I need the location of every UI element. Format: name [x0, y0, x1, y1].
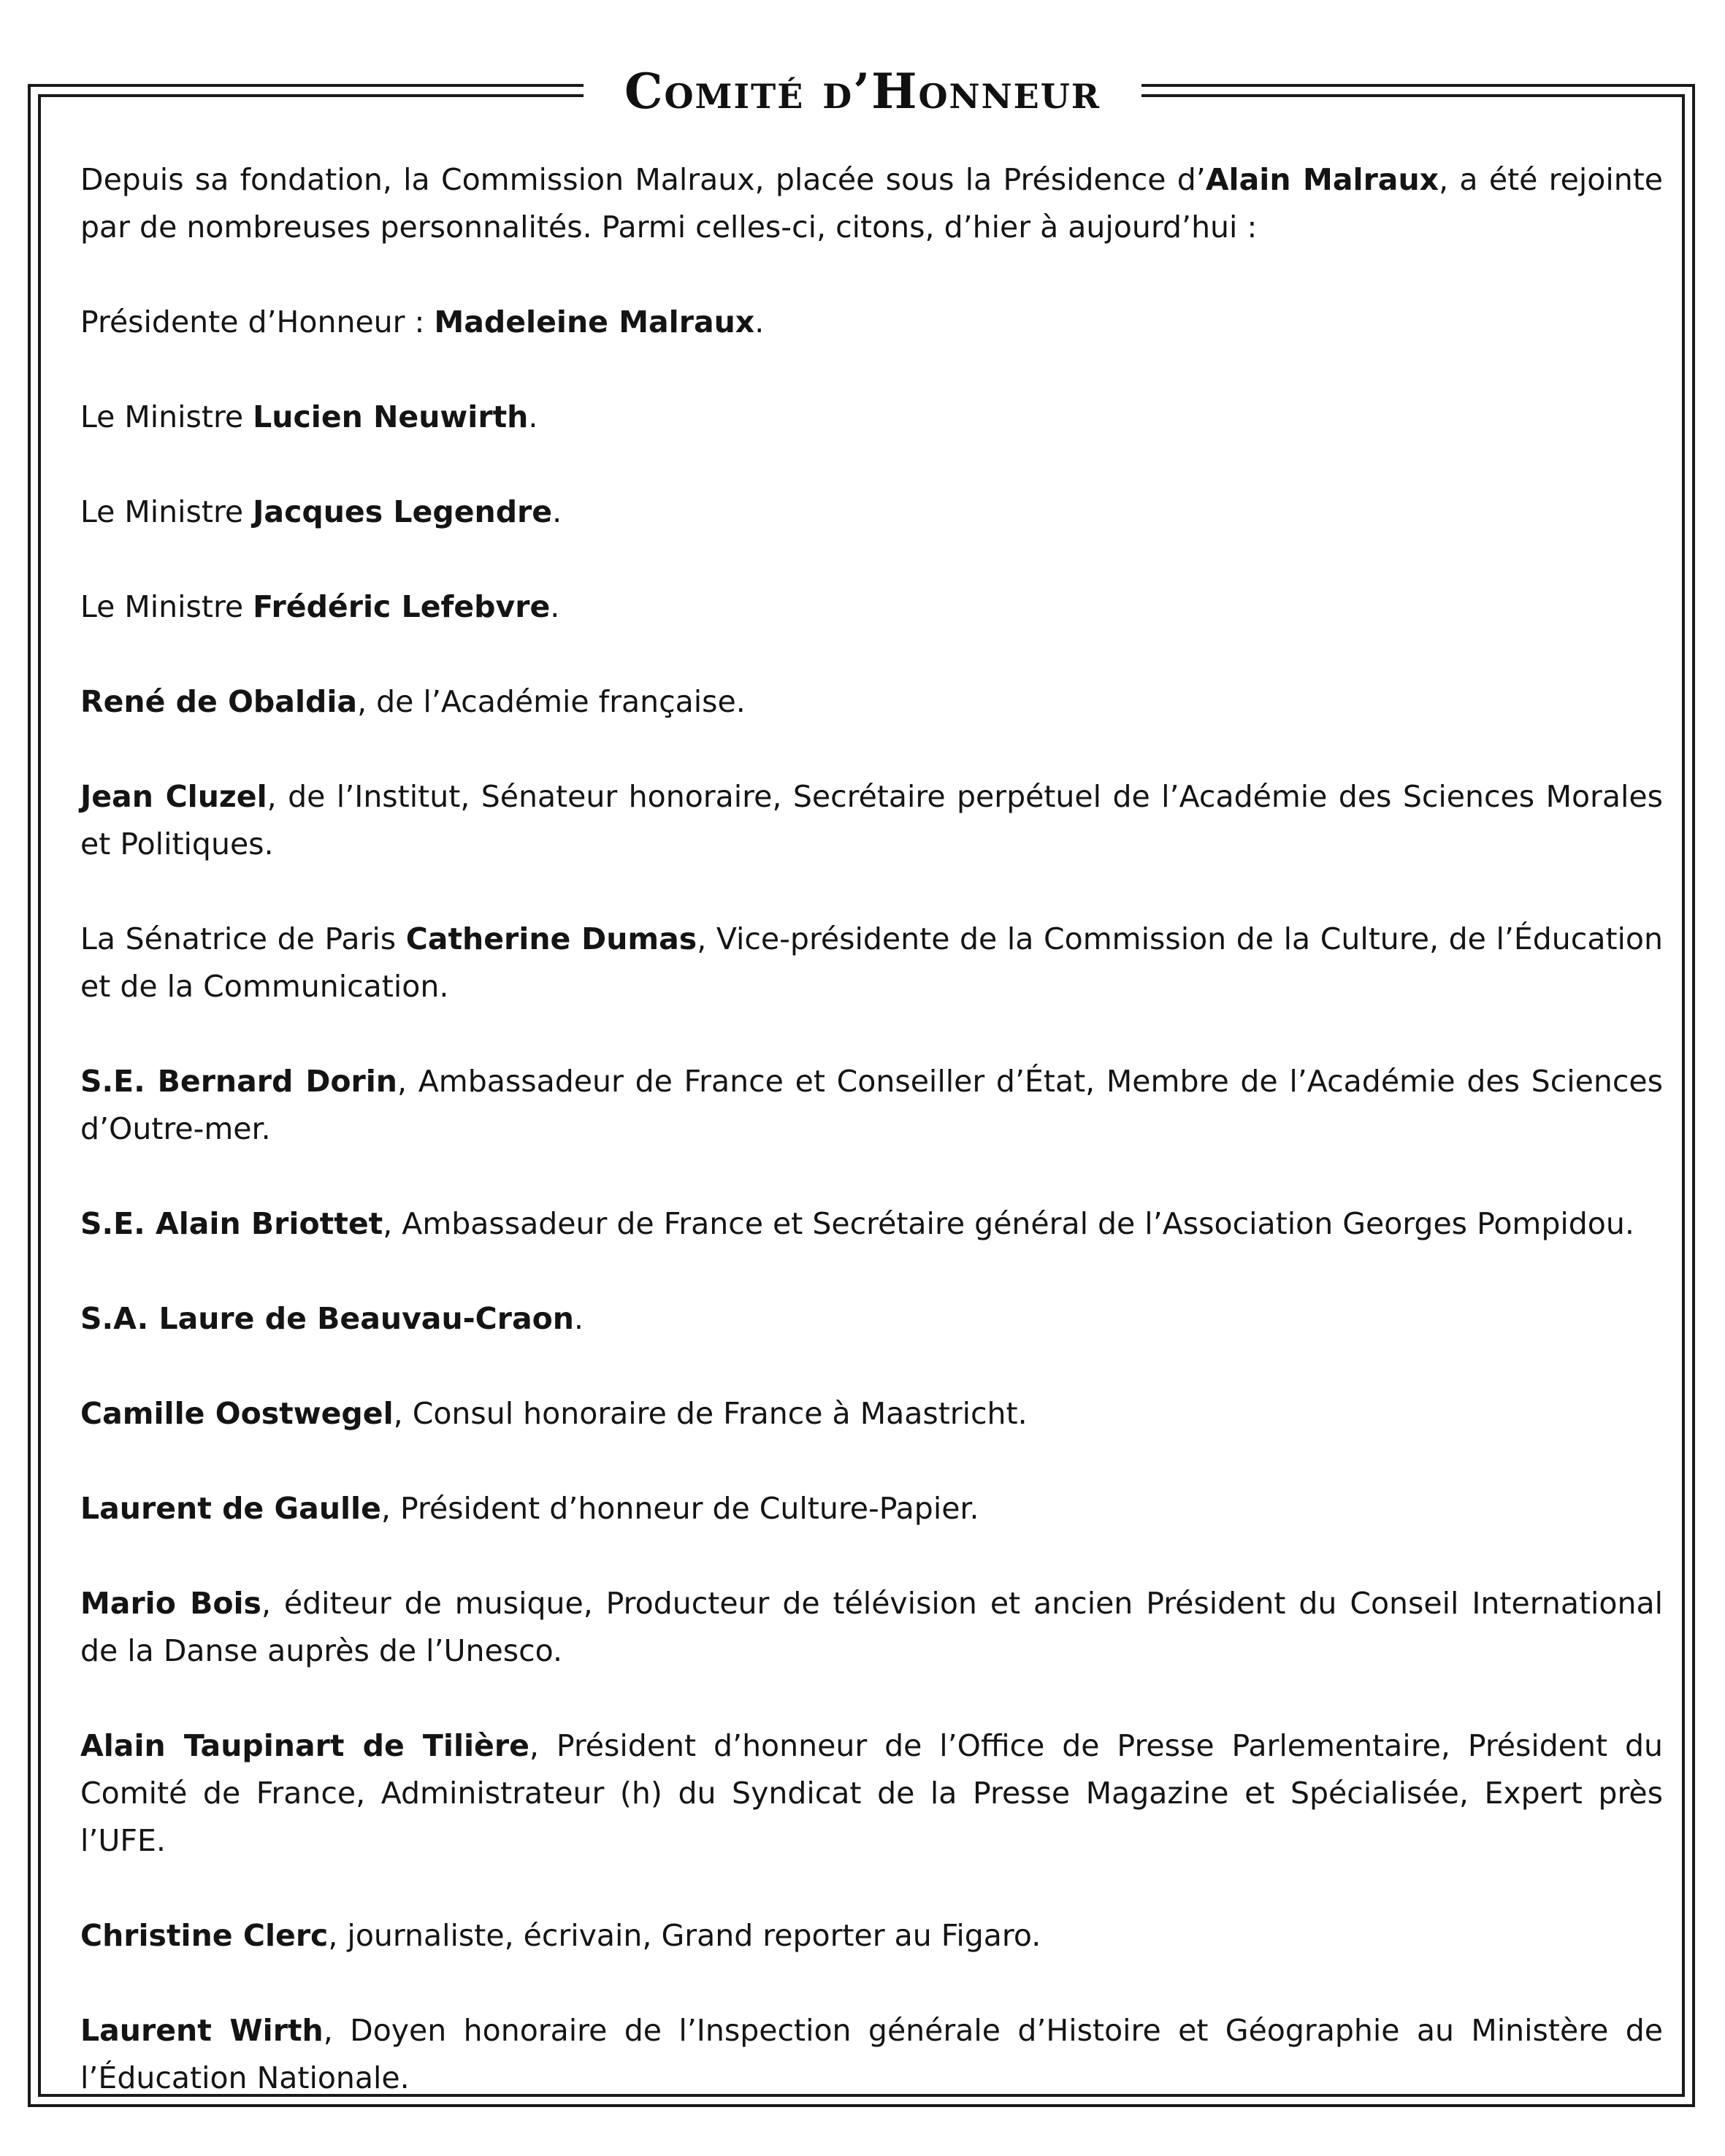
- member-name: Frédéric Lefebvre: [253, 589, 551, 624]
- committee-entry: [80, 1912, 1663, 1960]
- member-name: Jacques Legendre: [253, 494, 553, 529]
- entry-description: .: [552, 494, 562, 529]
- committee-entry: [80, 1200, 1663, 1248]
- member-name: S.E. Alain Briottet: [80, 1206, 383, 1241]
- document-body: [80, 156, 1663, 2149]
- committee-entry: [80, 1580, 1663, 1675]
- member-name: Mario Bois: [80, 1586, 261, 1621]
- entry-description: , Ambassadeur de France et Conseiller d’État, Membre de l’Académie des Sciences d’Outre-mer.: [80, 1064, 1663, 1146]
- committee-entry: [80, 1485, 1663, 1532]
- entry-description: , de l’Académie française.: [357, 684, 746, 719]
- member-name: Alain Taupinart de Tilière: [80, 1728, 529, 1763]
- member-name: Jean Cluzel: [80, 779, 267, 814]
- entry-prefix: Présidente d’Honneur :: [80, 304, 435, 339]
- committee-entry: [80, 2007, 1663, 2102]
- committee-entry: [80, 1390, 1663, 1438]
- entry-description: , Consul honoraire de France à Maastricht.: [393, 1396, 1028, 1431]
- member-name: S.E. Bernard Dorin: [80, 1064, 397, 1099]
- committee-entry: [80, 773, 1663, 868]
- title-bar: [0, 58, 1725, 124]
- entry-prefix: Le Ministre: [80, 494, 253, 529]
- entry-description: , Ambassadeur de France et Secrétaire général de l’Association Georges Pompidou.: [383, 1206, 1634, 1241]
- entry-description: , journaliste, écrivain, Grand reporter au Figaro.: [328, 1918, 1041, 1953]
- member-name: René de Obaldia: [80, 684, 358, 719]
- intro-name: Alain Malraux: [1205, 162, 1439, 197]
- member-name: Laurent Wirth: [80, 2013, 324, 2048]
- entry-description: , Vice-présidente de la Commission de la Culture, de l’Éducation et de la Communication.: [80, 921, 1663, 1004]
- entry-description: .: [550, 589, 560, 624]
- page-title: Comité d’Honneur: [584, 58, 1141, 124]
- intro-paragraph: [80, 156, 1663, 251]
- entry-description: .: [754, 304, 765, 339]
- committee-entry: [80, 1058, 1663, 1153]
- entry-prefix: Le Ministre: [80, 399, 253, 434]
- member-name: Christine Clerc: [80, 1918, 329, 1953]
- entry-description: , de l’Institut, Sénateur honoraire, Secrétaire perpétuel de l’Académie des Sciences Morales et Politiques.: [80, 779, 1663, 862]
- entry-description: , éditeur de musique, Producteur de télévision et ancien Président du Conseil International de la Danse auprès de l’Unesco.: [80, 1586, 1663, 1668]
- member-name: Catherine Dumas: [405, 921, 697, 956]
- entry-description: , Président d’honneur de Culture-Papier.: [380, 1491, 979, 1526]
- member-name: Camille Oostwegel: [80, 1396, 394, 1431]
- committee-entry: [80, 916, 1663, 1010]
- entry-description: .: [528, 399, 538, 434]
- entry-description: , Président d’honneur de l’Office de Presse Parlementaire, Président du Comité de France, Administrateur (h) du Syndicat de la Presse Magazine et Spécialisée, Expert près l’UFE.: [80, 1728, 1663, 1858]
- entry-prefix: La Sénatrice de Paris: [80, 921, 406, 956]
- entry-description: , Doyen honoraire de l’Inspection générale d’Histoire et Géographie au Ministère de l’Éducation Nationale.: [80, 2013, 1663, 2095]
- committee-entry: [80, 394, 1663, 441]
- intro-text-before: Depuis sa fondation, la Commission Malraux, placée sous la Présidence d’: [80, 162, 1206, 197]
- entry-description: .: [574, 1301, 584, 1336]
- committee-entry: [80, 488, 1663, 536]
- committee-entry: [80, 583, 1663, 631]
- member-name: S.A. Laure de Beauvau-Craon: [80, 1301, 574, 1336]
- committee-entry: [80, 1722, 1663, 1865]
- committee-entry: [80, 299, 1663, 346]
- entry-prefix: Le Ministre: [80, 589, 253, 624]
- member-name: Madeleine Malraux: [434, 304, 755, 339]
- member-name: Laurent de Gaulle: [80, 1491, 381, 1526]
- committee-entry: [80, 1295, 1663, 1343]
- committee-entry: [80, 678, 1663, 726]
- intro-text-after: , a été rejointe par de nombreuses personnalités. Parmi celles-ci, citons, d’hier à aujourd’hui :: [80, 162, 1663, 245]
- member-name: Lucien Neuwirth: [253, 399, 529, 434]
